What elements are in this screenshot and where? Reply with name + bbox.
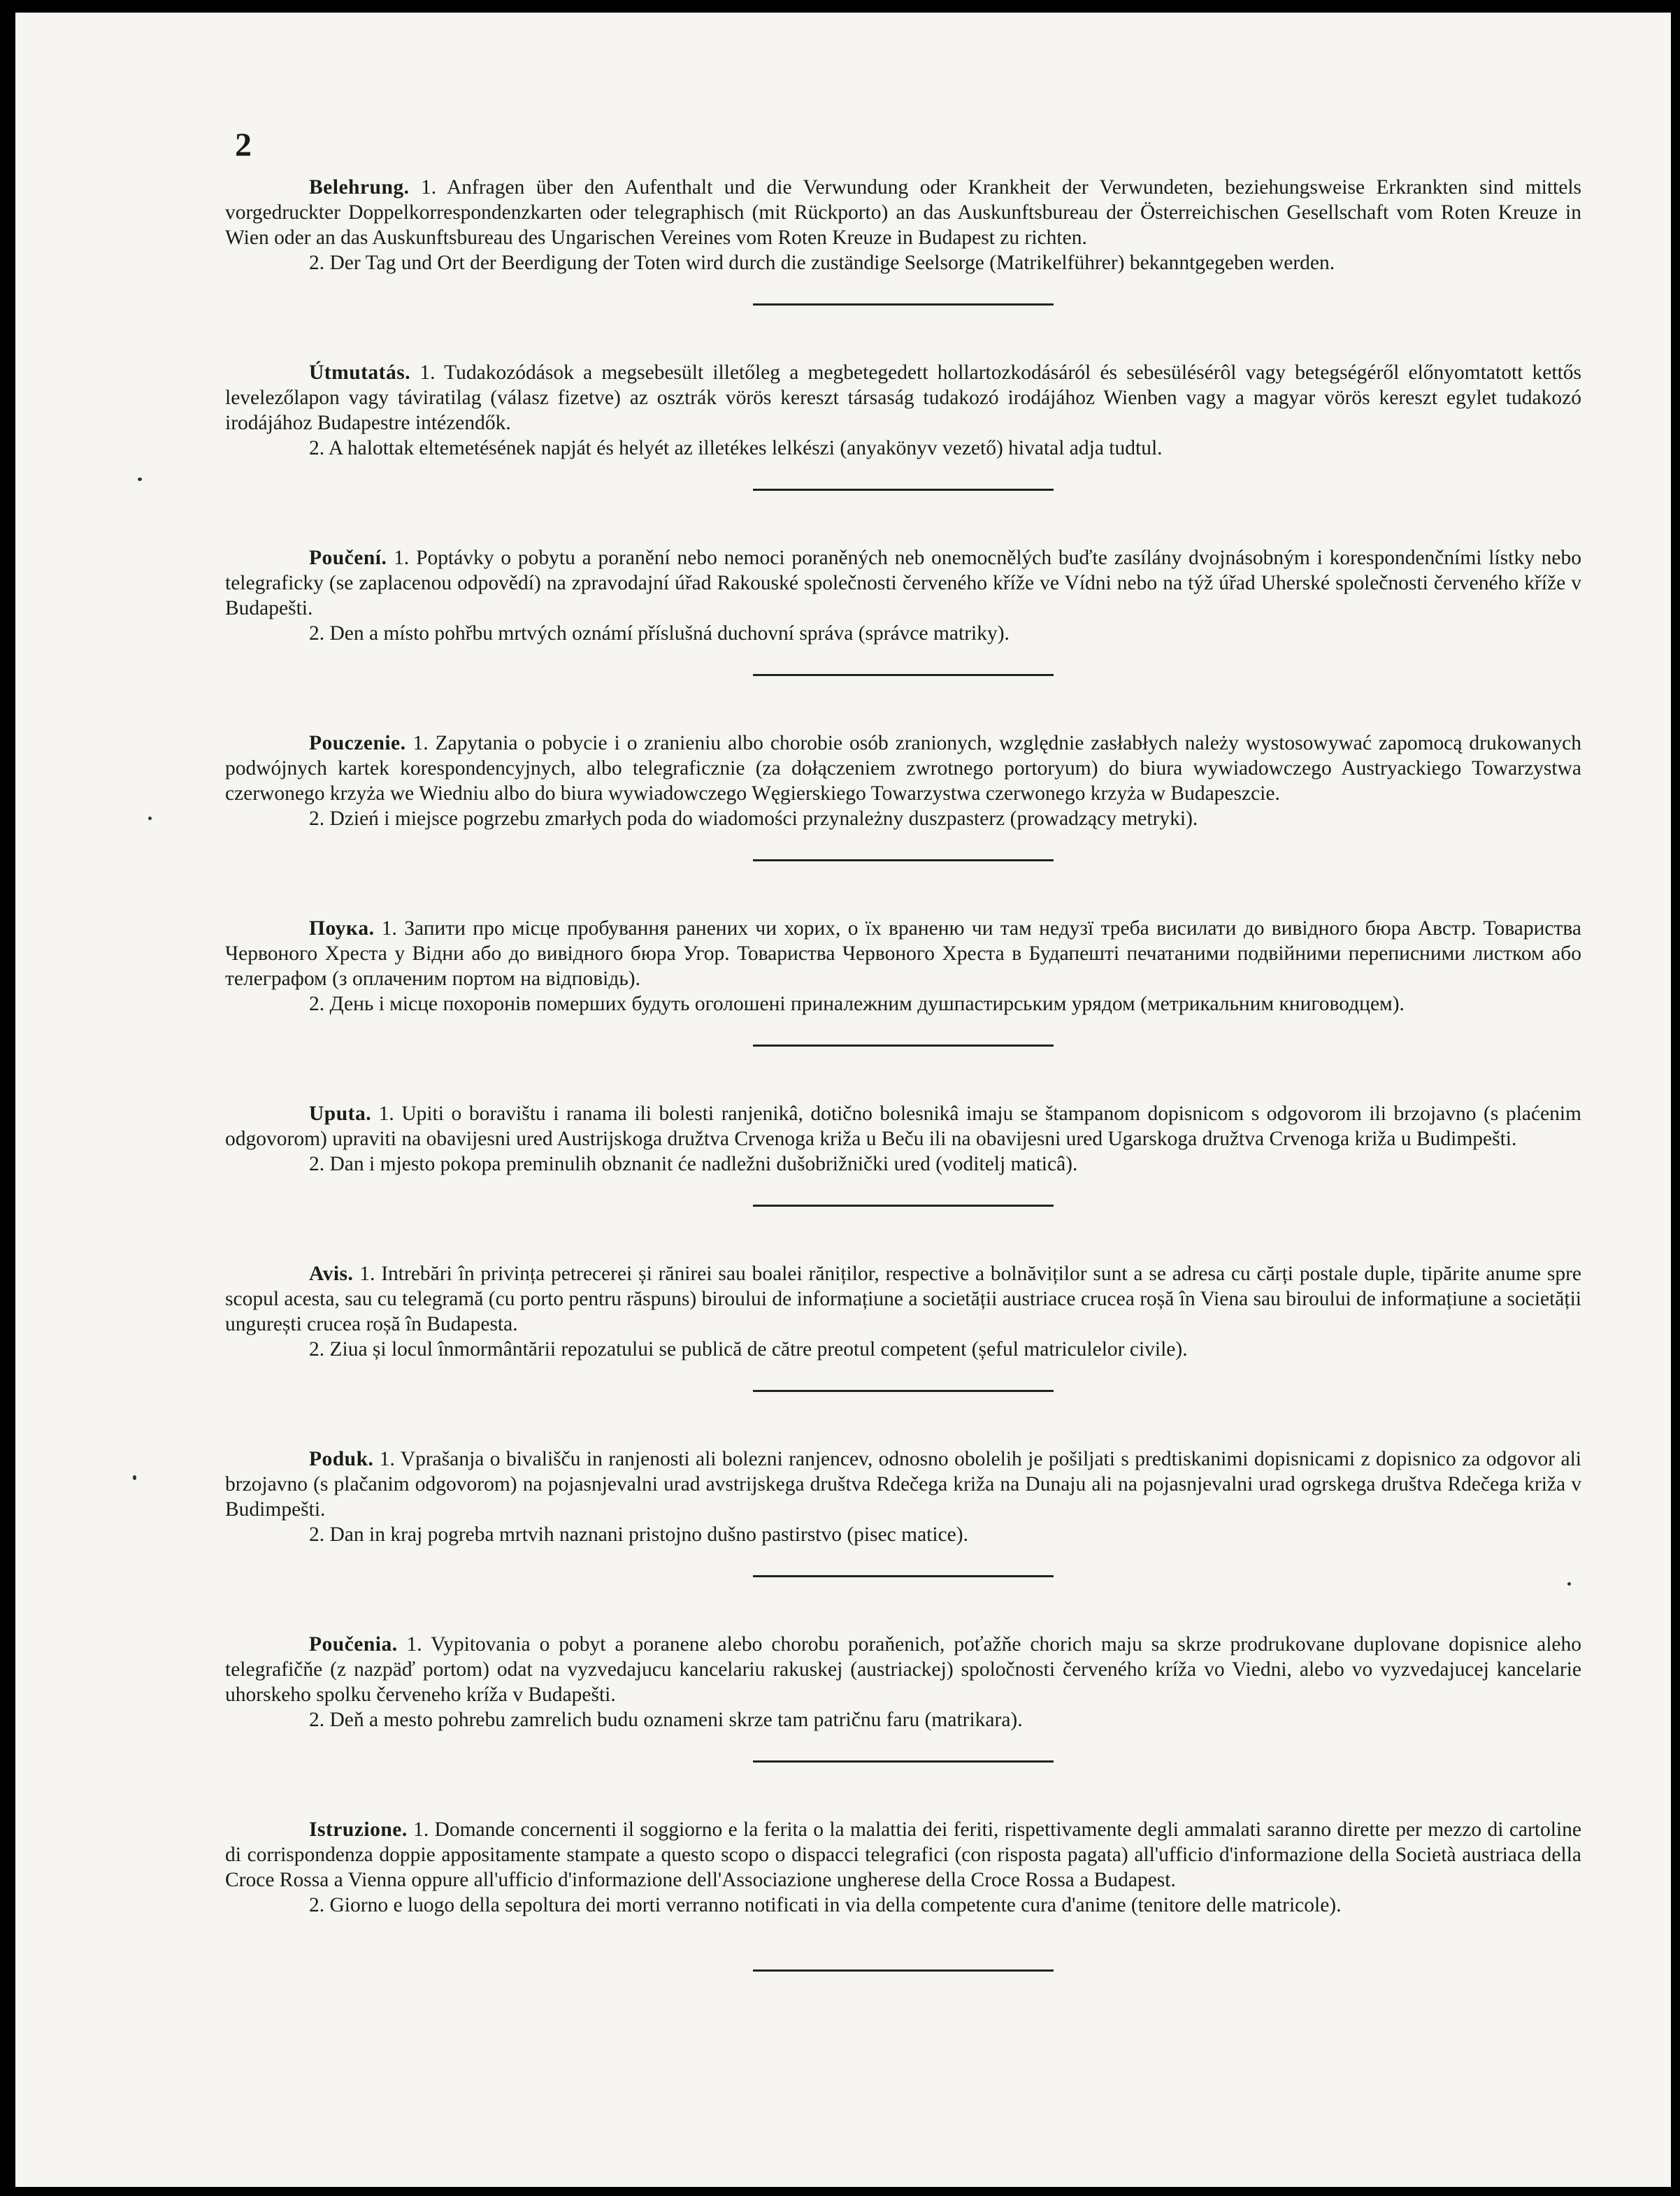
document-page <box>15 13 1671 2187</box>
notice-block <box>225 1101 1581 1177</box>
notice-item-2: 2. Giorno e luogo della sepoltura dei morti verranno notificati in via della competente cura d'anime (tenitore delle matricole). <box>309 1894 1342 1916</box>
print-speck <box>133 1475 136 1480</box>
notice-block <box>225 1632 1581 1732</box>
notice-block <box>225 1447 1581 1547</box>
notice-heading: Belehrung. <box>309 176 410 199</box>
notices-list <box>225 175 1581 1972</box>
notice-heading: Útmutatás. <box>309 361 411 384</box>
notice-block <box>225 545 1581 646</box>
section-divider <box>753 1969 1054 1972</box>
notice-heading: Poduk. <box>309 1448 374 1470</box>
notice-heading: Poučenia. <box>309 1633 398 1656</box>
notice-item-1-text: 1. Запити про місце пробування ранених чи хорих, о їх враненю чи там недузї треба висилати до вивідного бюра Австр. Товариства Червоного Хреста у Відни або до вивідного бюра Угор. Товариства Червоного Хреста в Будапешті печатаними подвійними переписними листком або телеграфом (з оплаченим портом на відповідь). <box>225 917 1582 990</box>
notice-item-1-text: 1. Poptávky o pobytu a poranění nebo nemoci poraněných neb onemocnělých buďte zasílány dvojnásobným i korespondenčními lístky nebo telegraficky (se zaplacenou odpovědí) na zpravodajní úřad Rakouské společnosti červeného kříže ve Vídni nebo na týž úřad Uherské společnosti červeného kříže v Budapešti. <box>225 547 1582 619</box>
section-divider <box>753 1045 1054 1047</box>
section-divider <box>753 1575 1054 1577</box>
page-number: 2 <box>235 127 252 164</box>
section-divider <box>753 674 1054 676</box>
notice-item-2: 2. A halottak eltemetésének napját és helyét az illetékes lelkészi (anyakönyv vezető) hivatal adja tudtul. <box>309 437 1163 459</box>
notice-item-1-text: 1. Zapytania o pobycie i o zranieniu albo chorobie osób zranionych, względnie zasłabłych należy wystosowywać zapomocą drukowanych podwójnych kartek korespondencyjnych, albo telegraficznie (za dołączeniem zwrotnego portoryum) do biura wywiadowczego Austryackiego Towarzystwa czerwonego krzyża we Wiedniu albo do biura wywiadowczego Węgierskiego Towarzystwa czerwonego krzyża w Budapeszcie. <box>225 732 1582 805</box>
notice-item-1-text: 1. Vprašanja o bivališču in ranjenosti ali bolezni ranjencev, odnosno obolelih je pošiljati s predtiskanimi dopisnicami z dopisnico za odgovor ali brzojavno (s plačanim odgovorom) na pojasnjevalni urad avstrijskega društva Rdečega križa na Dunaju ali na pojasnjevalni urad ogrskega društva Rdečega križa v Budimpešti. <box>225 1448 1581 1521</box>
notice-item-1-text: 1. Domande concernenti il soggiorno e la ferita o la malattia dei feriti, rispettivamente degli ammalati saranno dirette per mezzo di cartoline di corrispondenza doppie appositamente stampate a questo scopo o dispacci telegrafici (con risposta pagata) all'ufficio d'informazione della Società austriaca della Croce Rossa a Vienna oppure all'ufficio d'informazione dell'Associazione ungherese della Croce Rossa a Budapest. <box>225 1818 1582 1891</box>
notice-item-1 <box>225 1632 1581 1707</box>
notice-item-1-text: 1. Tudakozódások a megsebesült illetőleg a megbetegedett hollartozkodásáról és sebesülésérôl vagy betegségéről előnyomtatott kettős levelezőlapon vagy táviratilag (válasz fizetve) az osztrák vörös kereszt társaság tudakozó irodájához Wienben vagy a magyar vörös kereszt egylet tudakozó irodájához Budapestre intézendők. <box>225 361 1582 434</box>
notice-block <box>225 731 1581 831</box>
notice-heading: Uputa. <box>309 1103 372 1125</box>
notice-block <box>225 916 1581 1017</box>
notice-heading: Avis. <box>309 1263 354 1285</box>
notice-item-1 <box>225 175 1581 250</box>
notice-item-2: 2. Der Tag und Ort der Beerdigung der Toten wird durch die zuständige Seelsorge (Matrikelführer) bekanntgegeben werden. <box>309 252 1335 274</box>
notice-item-1-text: 1. Upiti o boravištu i ranama ili bolesti ranjenikâ, dotično bolesnikâ imaju se štampanom dopisnicom s odgovorom ili brzojavno (s plaćenim odgovorom) upraviti na obavijesni ured Austrijskoga družtva Crvenoga križa u Beču ili na obavijesni ured Ugarskoga družtva Crvenoga križa u Budimpešti. <box>225 1103 1581 1150</box>
notice-item-2: 2. Ziua și locul înmormântării repozatului se publică de către preotul competent (șeful matriculelor civile). <box>309 1338 1188 1361</box>
notice-item-2: 2. Den a místo pohřbu mrtvých oznámí příslušná duchovní správa (správce matriky). <box>309 622 1010 645</box>
notice-block <box>225 1817 1581 1918</box>
notice-item-2: 2. Dan i mjesto pokopa preminulih obznanit će nadležni dušobrižnički ured (voditelj maticâ). <box>309 1153 1078 1175</box>
print-speck <box>148 817 152 820</box>
page-content <box>225 124 1581 2026</box>
notice-item-1 <box>225 731 1581 806</box>
notice-item-1 <box>225 1101 1581 1151</box>
notice-item-1-text: 1. Intrebări în privința petrecerei și rănirei sau boalei răniților, respective a bolnăviților sunt a se adresa cu cărți postale duple, tipărite anume spre scopul acesta, sau cu telegramă (cu porto pentru răspuns) biroului de informațiune a societății austriace crucea roșă în Viena sau biroului de informațiune a societății ungurești crucea roșă în Budapesta. <box>225 1263 1581 1335</box>
section-divider <box>753 1205 1054 1207</box>
notice-item-1 <box>225 1447 1581 1522</box>
print-speck <box>138 478 142 481</box>
notice-item-2: 2. Dan in kraj pogreba mrtvih naznani pristojno dušno pastirstvo (pisec matice). <box>309 1523 968 1546</box>
notice-item-1-text: 1. Anfragen über den Aufenthalt und die Verwundung oder Krankheit der Verwundeten, beziehungsweise Erkrankten sind mittels vorgedruckter Doppelkorrespondenzkarten oder telegraphisch (mit Rückporto) an das Auskunftsbureau der Österreichischen Gesellschaft vom Roten Kreuze in Wien oder an das Auskunftsbureau des Ungarischen Vereines vom Roten Kreuze in Budapest zu richten. <box>225 176 1581 249</box>
notice-item-1-text: 1. Vypitovania o pobyt a poranene alebo chorobu poraňenich, poťažňe chorich maju sa skrze prodrukovane duplovane dopisnice aleho telegrafičňe (z nazpäď portom) odat na vyzvedajucu kancelariu rakuskej (austriackej) spoločnosti červeného kríža vo Viedni, alebo vo vyzvedajucej kancelarie uhorskeho spolku červeneho kríža v Budapešti. <box>225 1633 1581 1706</box>
notice-heading: Поукa. <box>309 917 375 940</box>
notice-block <box>225 360 1581 461</box>
print-speck <box>1567 1582 1571 1586</box>
notice-item-1 <box>225 916 1581 991</box>
section-divider <box>753 859 1054 861</box>
notice-heading: Istruzione. <box>309 1818 408 1841</box>
notice-item-2: 2. День і місце похоронів померших будуть оголошені приналежним душпастирським урядом (метрикальним книговодцем). <box>309 993 1405 1015</box>
notice-heading: Poučení. <box>309 547 387 569</box>
notice-item-1 <box>225 1817 1581 1893</box>
section-divider <box>753 1390 1054 1392</box>
section-divider <box>753 1760 1054 1763</box>
notice-item-2: 2. Dzień i miejsce pogrzebu zmarłych poda do wiadomości przynależny duszpasterz (prowadzący metryki). <box>309 808 1198 830</box>
notice-item-1 <box>225 545 1581 621</box>
notice-item-1 <box>225 1261 1581 1337</box>
notice-heading: Pouczenie. <box>309 732 406 754</box>
notice-block <box>225 175 1581 275</box>
notice-item-2: 2. Deň a mesto pohrebu zamrelich budu oznameni skrze tam patričnu faru (matrikara). <box>309 1709 1023 1731</box>
section-divider <box>753 303 1054 306</box>
section-divider <box>753 489 1054 491</box>
notice-block <box>225 1261 1581 1362</box>
notice-item-1 <box>225 360 1581 436</box>
